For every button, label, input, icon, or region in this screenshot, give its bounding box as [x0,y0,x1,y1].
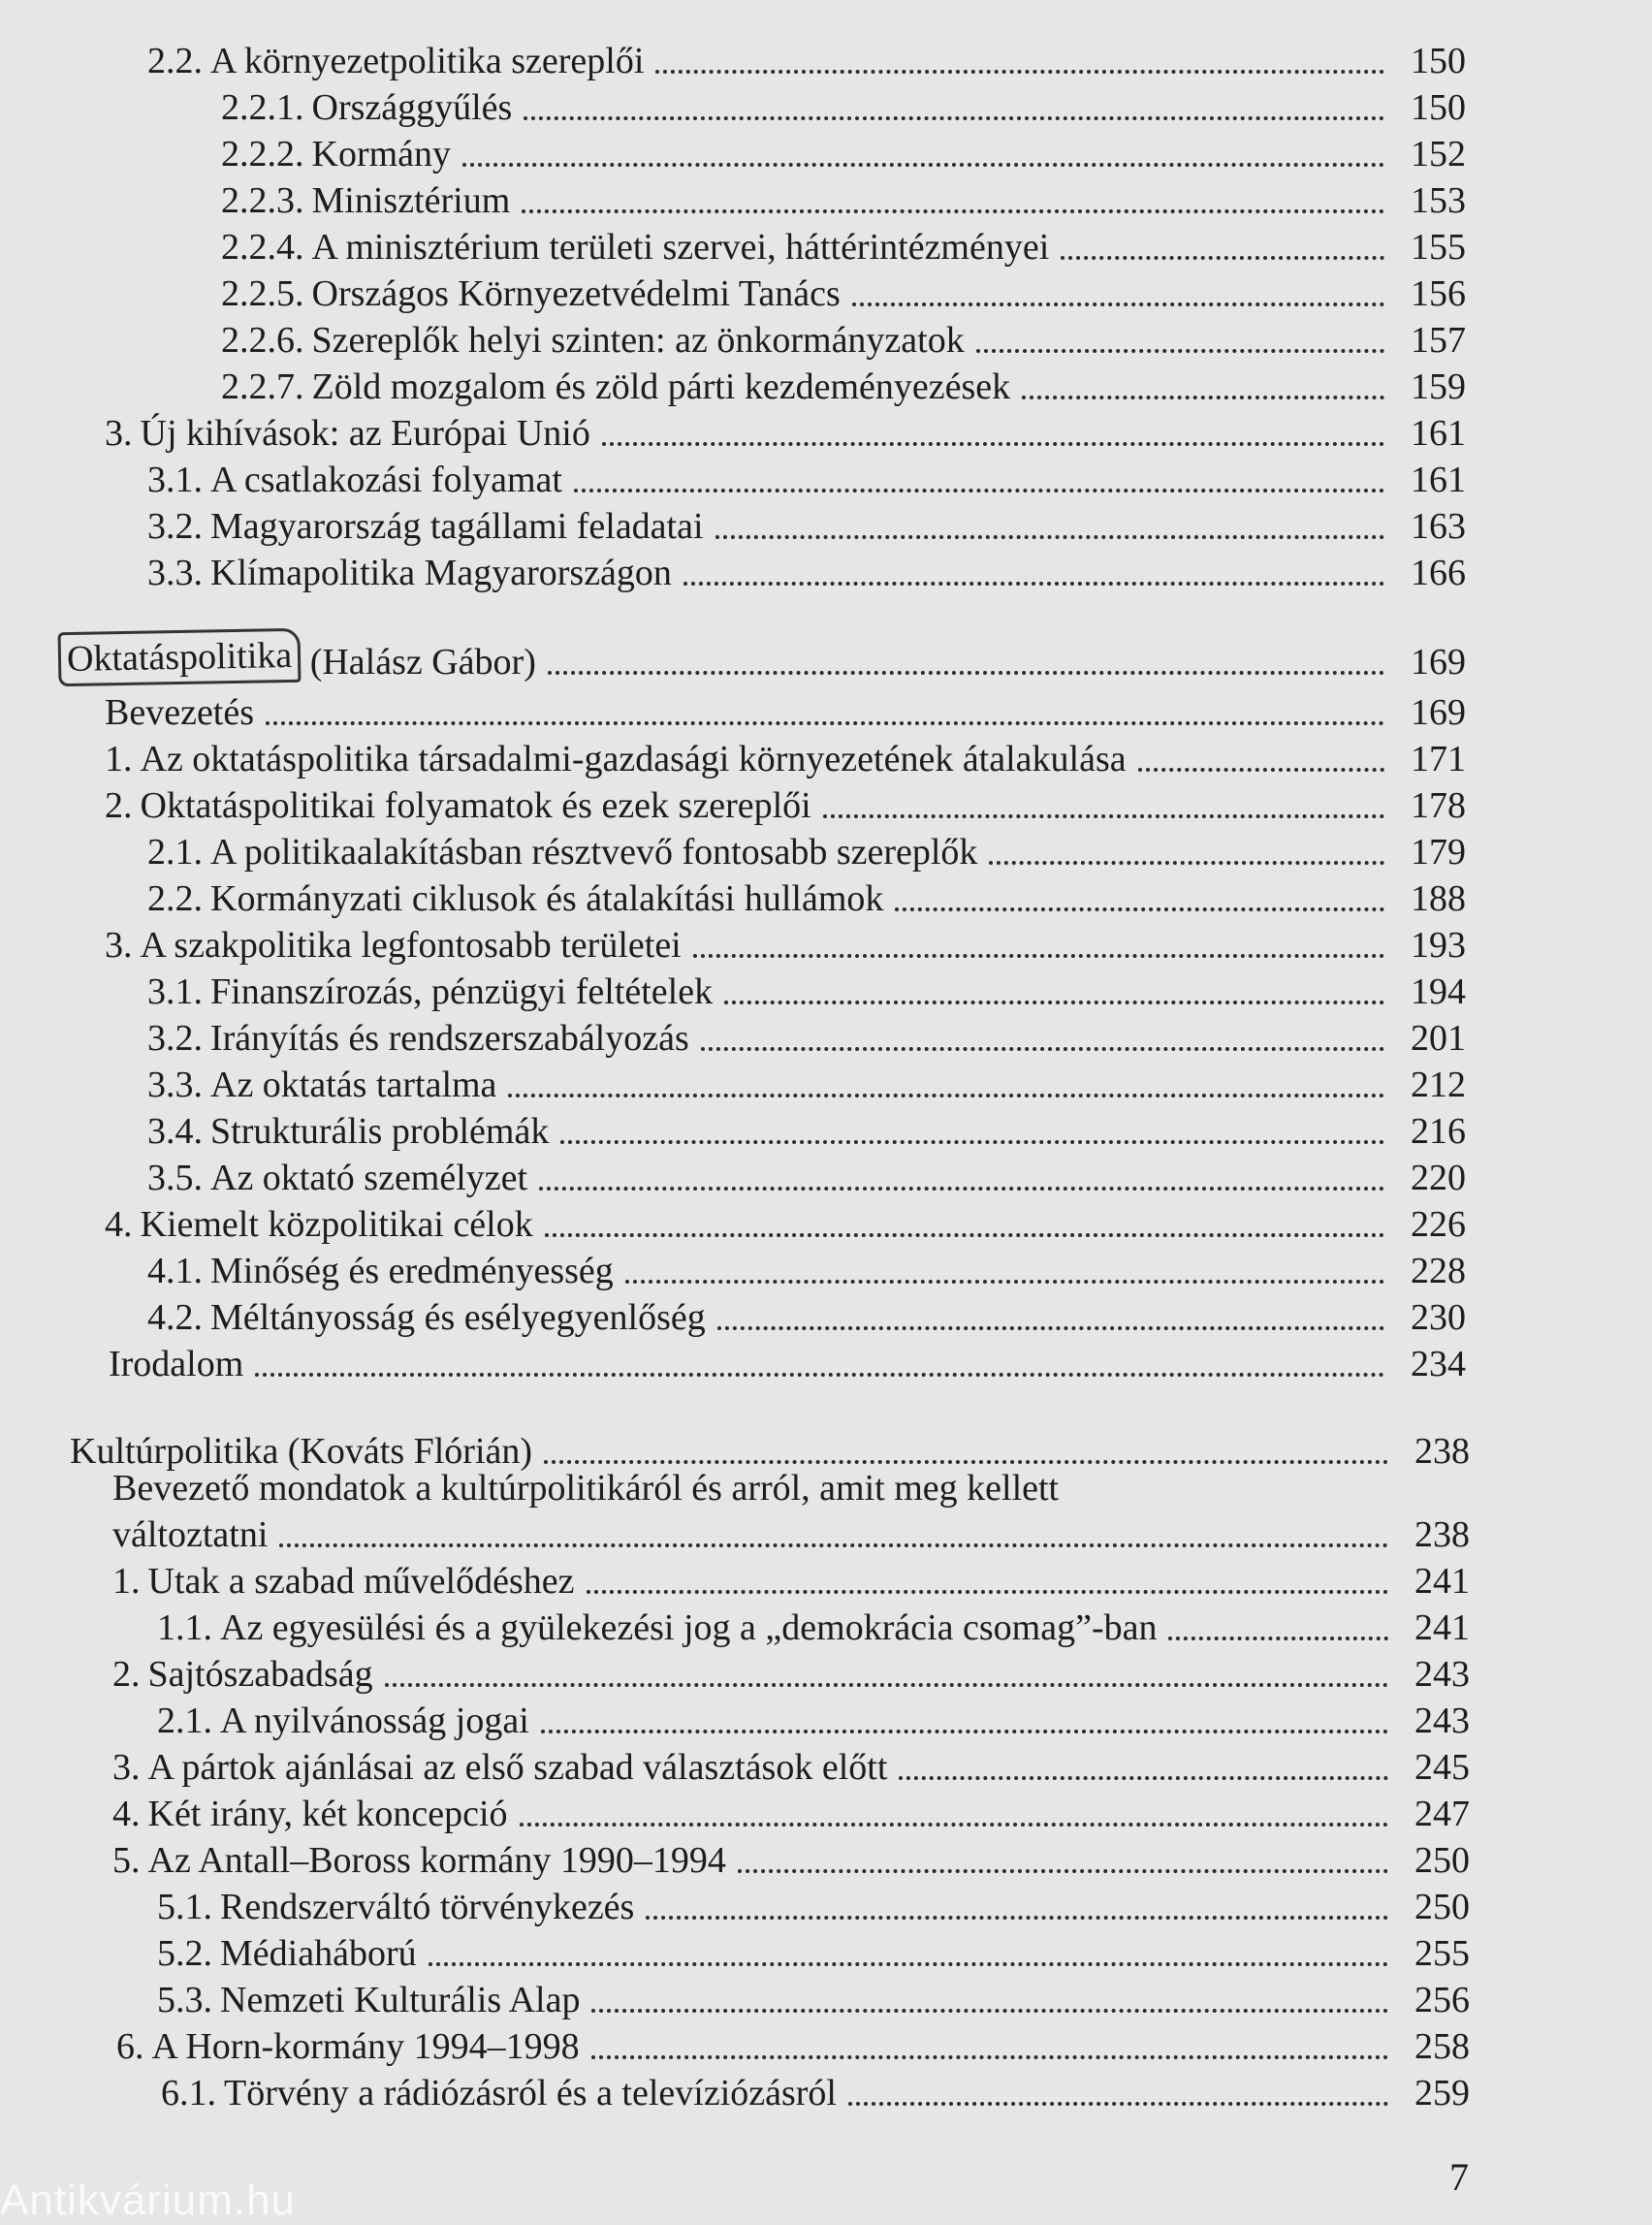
dot-leader [1168,1637,1388,1640]
toc-entry: 4. Két irány, két koncepció 247 [112,1794,1470,1834]
toc-entry: 2.1. A nyilvánosság jogai 243 [157,1701,1470,1741]
dot-leader [255,1373,1384,1377]
toc-entry: 1. Az oktatáspolitika társadalmi-gazdasági környezetének átalakulása 171 [105,739,1466,779]
toc-entry: 2.2.1. Országgyűlés 150 [221,87,1466,128]
toc-entry: 2.2.2. Kormány 152 [221,134,1466,175]
dot-leader [462,163,1384,167]
dot-leader [548,671,1384,675]
toc-entry: 2. Sajtószabadság 243 [112,1654,1470,1695]
toc-entry: Irodalom 234 [109,1344,1466,1384]
hand-drawn-box: Oktatáspolitika [58,628,302,686]
toc-entry: 4. Kiemelt közpolitikai célok 226 [105,1204,1466,1245]
dot-leader [717,1326,1384,1330]
toc-entry-line: Bevezető mondatok a kultúrpolitikáról és arról, amit meg kellett [112,1468,1060,1509]
dot-leader [848,2102,1388,2106]
dot-leader [524,116,1384,120]
toc-entry: 3.4. Strukturális problémák 216 [147,1111,1466,1152]
toc-entry: 3.2. Magyarország tagállami feladatai 163 [147,506,1466,547]
dot-leader [899,1776,1388,1780]
dot-leader [539,1187,1384,1191]
dot-leader [724,1001,1384,1004]
dot-leader [602,442,1384,446]
toc-entry: 3.3. Az oktatás tartalma 212 [147,1065,1466,1105]
dot-leader [693,954,1384,958]
dot-leader [574,489,1384,493]
dot-leader [591,2009,1388,2013]
toc-entry: 3. Új kihívások: az Európai Unió 161 [105,413,1466,454]
dot-leader [522,209,1384,213]
toc-entry: 3.1. Finanszírozás, pénzügyi feltételek 194 [147,971,1466,1012]
dot-leader [701,1047,1384,1051]
toc-entry: 3.3. Klímapolitika Magyarországon 166 [147,553,1466,593]
toc-entry: 6. A Horn-kormány 1994–1998 258 [116,2026,1470,2067]
toc-section-heading: Oktatáspolitika (Halász Gábor) 169 [58,640,1466,684]
toc-entry: 2.2.4. A minisztérium területi szervei, háttérintézményei 155 [221,227,1466,268]
toc-entry: 6.1. Törvény a rádiózásról és a televíziózásról 259 [161,2073,1470,2114]
toc-entry: 2.2. Kormányzati ciklusok és átalakítási hullámok 188 [147,878,1466,919]
toc-entry: 5.1. Rendszerváltó törvénykezés 250 [157,1887,1470,1927]
toc-entry: 4.1. Minőség és eredményesség 228 [147,1251,1466,1291]
dot-leader [625,1280,1384,1284]
toc-entry: 2.2.3. Minisztérium 153 [221,180,1466,221]
toc-entry: változtatni 238 [112,1514,1470,1555]
dot-leader [1138,768,1384,772]
page-number: 7 [1449,2155,1469,2199]
dot-leader [895,907,1384,911]
toc-entry: 2.2.6. Szereplők helyi szinten: az önkormányzatok 157 [221,320,1466,361]
toc-entry: Bevezetés 169 [105,692,1466,733]
dot-leader [591,2055,1388,2059]
toc-entry: 3. A szakpolitika legfontosabb területei 193 [105,925,1466,966]
toc-entry: 2.2.5. Országos Környezetvédelmi Tanács 156 [221,273,1466,314]
dot-leader [544,1460,1388,1464]
toc-section-heading: Kultúrpolitika (Kováts Flórián) 238 [70,1431,1470,1472]
dot-leader [823,814,1384,818]
dot-leader [715,535,1384,539]
dot-leader [560,1140,1384,1144]
dot-leader [279,1543,1388,1547]
toc-entry: 2. Oktatáspolitikai folyamatok és ezek szereplői 178 [105,785,1466,826]
dot-leader [385,1683,1388,1687]
dot-leader [587,1590,1389,1594]
toc-entry: 4.2. Méltányosság és esélyegyenlőség 230 [147,1297,1466,1338]
toc-entry: 1.1. Az egyesülési és a gyülekezési jog a „demokrácia csomag”-ban 241 [157,1607,1470,1648]
dot-leader [508,1094,1384,1097]
dot-leader [266,721,1384,725]
watermark: Antikvárium.hu [0,2177,297,2224]
dot-leader [976,349,1384,353]
dot-leader [738,1869,1388,1873]
toc-entry: 5. Az Antall–Boross kormány 1990–1994 250 [112,1840,1470,1881]
toc-entry: 5.3. Nemzeti Kulturális Alap 256 [157,1980,1470,2020]
dot-leader [646,1916,1388,1920]
toc-entry: 2.1. A politikaalakításban résztvevő fontosabb szereplők 179 [147,832,1466,873]
dot-leader [989,861,1384,865]
dot-leader [429,1962,1388,1966]
dot-leader [1061,256,1384,260]
toc-entry: 5.2. Médiaháború 255 [157,1933,1470,1974]
dot-leader [1022,396,1384,399]
toc-entry: 3.2. Irányítás és rendszerszabályozás 201 [147,1018,1466,1059]
dot-leader [545,1233,1384,1237]
toc-entry: 2.2.7. Zöld mozgalom és zöld párti kezdeményezések 159 [221,366,1466,407]
toc-entry: 1. Utak a szabad művelődéshez 241 [112,1561,1470,1602]
toc-entry: 2.2. A környezetpolitika szereplői 150 [147,41,1466,81]
dot-leader [541,1730,1388,1733]
dot-leader [683,582,1384,586]
dot-leader [520,1823,1388,1827]
dot-leader [655,70,1384,74]
toc-entry: 3.1. A csatlakozási folyamat 161 [147,460,1466,500]
toc-entry: 3. A pártok ajánlásai az első szabad választások előtt 245 [112,1747,1470,1788]
toc-entry: 3.5. Az oktató személyzet 220 [147,1158,1466,1198]
dot-leader [852,302,1384,306]
